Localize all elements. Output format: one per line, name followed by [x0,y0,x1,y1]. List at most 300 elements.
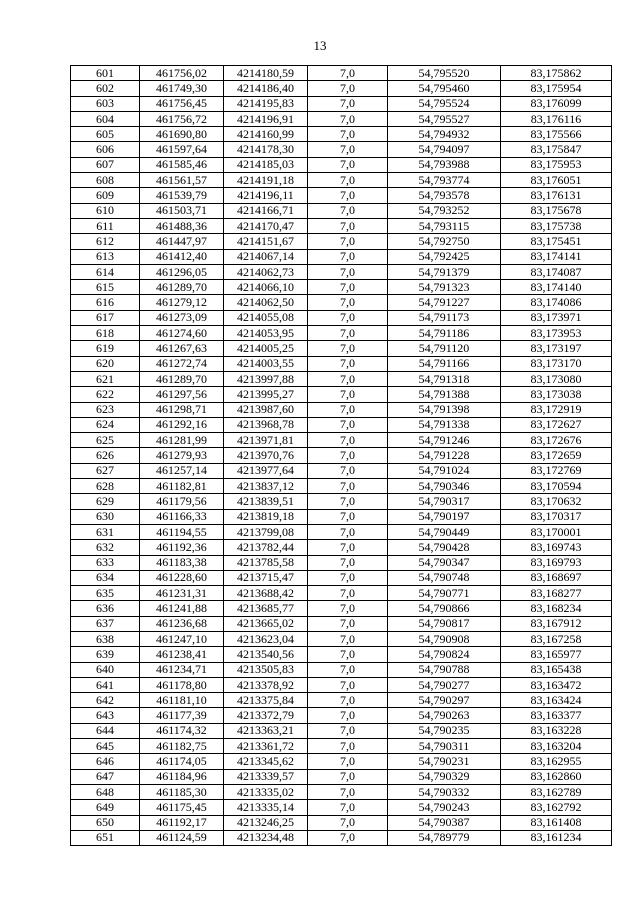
table-row [71,173,612,188]
latitude-cell: 54,790197 [388,509,501,524]
y-coordinate-cell: 4214062,50 [224,295,308,310]
value-cell: 7,0 [308,586,388,601]
point-number-cell: 629 [71,494,140,509]
longitude-cell: 83,175566 [501,127,612,142]
value-cell: 7,0 [308,234,388,249]
table-row [71,784,612,799]
value-cell: 7,0 [308,723,388,738]
latitude-cell: 54,793774 [388,173,501,188]
coordinates-table-body [71,66,612,846]
longitude-cell: 83,170632 [501,494,612,509]
point-number-cell: 639 [71,647,140,662]
point-number-cell: 605 [71,127,140,142]
point-number-cell: 651 [71,830,140,845]
value-cell: 7,0 [308,249,388,264]
x-coordinate-cell: 461281,99 [140,433,224,448]
y-coordinate-cell: 4214166,71 [224,203,308,218]
y-coordinate-cell: 4213997,88 [224,371,308,386]
latitude-cell: 54,791246 [388,433,501,448]
y-coordinate-cell: 4214053,95 [224,326,308,341]
table-row [71,616,612,631]
table-row [71,371,612,386]
point-number-cell: 613 [71,249,140,264]
longitude-cell: 83,167912 [501,616,612,631]
x-coordinate-cell: 461124,59 [140,830,224,845]
point-number-cell: 614 [71,264,140,279]
point-number-cell: 619 [71,341,140,356]
y-coordinate-cell: 4214195,83 [224,96,308,111]
y-coordinate-cell: 4214180,59 [224,66,308,81]
x-coordinate-cell: 461181,10 [140,693,224,708]
y-coordinate-cell: 4213968,78 [224,417,308,432]
longitude-cell: 83,172659 [501,448,612,463]
y-coordinate-cell: 4213378,92 [224,677,308,692]
point-number-cell: 632 [71,540,140,555]
latitude-cell: 54,791398 [388,402,501,417]
table-row [71,310,612,325]
value-cell: 7,0 [308,739,388,754]
latitude-cell: 54,791024 [388,463,501,478]
x-coordinate-cell: 461412,40 [140,249,224,264]
table-row [71,66,612,81]
x-coordinate-cell: 461192,36 [140,540,224,555]
longitude-cell: 83,175678 [501,203,612,218]
y-coordinate-cell: 4213375,84 [224,693,308,708]
longitude-cell: 83,174141 [501,249,612,264]
point-number-cell: 626 [71,448,140,463]
longitude-cell: 83,163228 [501,723,612,738]
x-coordinate-cell: 461257,14 [140,463,224,478]
y-coordinate-cell: 4213987,60 [224,402,308,417]
value-cell: 7,0 [308,693,388,708]
point-number-cell: 646 [71,754,140,769]
latitude-cell: 54,790866 [388,601,501,616]
longitude-cell: 83,163204 [501,739,612,754]
point-number-cell: 604 [71,111,140,126]
latitude-cell: 54,790771 [388,586,501,601]
x-coordinate-cell: 461561,57 [140,173,224,188]
point-number-cell: 649 [71,800,140,815]
y-coordinate-cell: 4214151,67 [224,234,308,249]
latitude-cell: 54,790243 [388,800,501,815]
value-cell: 7,0 [308,264,388,279]
latitude-cell: 54,794932 [388,127,501,142]
longitude-cell: 83,175738 [501,218,612,233]
value-cell: 7,0 [308,784,388,799]
longitude-cell: 83,161408 [501,815,612,830]
table-row [71,188,612,203]
table-row [71,433,612,448]
y-coordinate-cell: 4213361,72 [224,739,308,754]
table-row [71,800,612,815]
latitude-cell: 54,790263 [388,708,501,723]
latitude-cell: 54,791120 [388,341,501,356]
x-coordinate-cell: 461539,79 [140,188,224,203]
y-coordinate-cell: 4214160,99 [224,127,308,142]
point-number-cell: 603 [71,96,140,111]
table-row [71,693,612,708]
x-coordinate-cell: 461756,02 [140,66,224,81]
longitude-cell: 83,168277 [501,586,612,601]
point-number-cell: 650 [71,815,140,830]
value-cell: 7,0 [308,142,388,157]
value-cell: 7,0 [308,800,388,815]
y-coordinate-cell: 4214196,91 [224,111,308,126]
table-row [71,479,612,494]
x-coordinate-cell: 461597,64 [140,142,224,157]
table-row [71,631,612,646]
longitude-cell: 83,162860 [501,769,612,784]
table-row [71,815,612,830]
table-row [71,601,612,616]
x-coordinate-cell: 461447,97 [140,234,224,249]
x-coordinate-cell: 461182,81 [140,479,224,494]
latitude-cell: 54,793115 [388,218,501,233]
value-cell: 7,0 [308,127,388,142]
longitude-cell: 83,175953 [501,157,612,172]
longitude-cell: 83,173953 [501,326,612,341]
value-cell: 7,0 [308,417,388,432]
x-coordinate-cell: 461488,36 [140,218,224,233]
latitude-cell: 54,795524 [388,96,501,111]
latitude-cell: 54,793988 [388,157,501,172]
page-number: 13 [313,38,327,53]
latitude-cell: 54,791318 [388,371,501,386]
y-coordinate-cell: 4213819,18 [224,509,308,524]
x-coordinate-cell: 461296,05 [140,264,224,279]
x-coordinate-cell: 461185,30 [140,784,224,799]
y-coordinate-cell: 4213785,58 [224,555,308,570]
x-coordinate-cell: 461192,17 [140,815,224,830]
latitude-cell: 54,795527 [388,111,501,126]
value-cell: 7,0 [308,463,388,478]
table-row [71,417,612,432]
value-cell: 7,0 [308,509,388,524]
latitude-cell: 54,790297 [388,693,501,708]
point-number-cell: 635 [71,586,140,601]
value-cell: 7,0 [308,616,388,631]
x-coordinate-cell: 461194,55 [140,524,224,539]
latitude-cell: 54,791227 [388,295,501,310]
point-number-cell: 623 [71,402,140,417]
x-coordinate-cell: 461297,56 [140,387,224,402]
y-coordinate-cell: 4214170,47 [224,218,308,233]
value-cell: 7,0 [308,815,388,830]
point-number-cell: 601 [71,66,140,81]
x-coordinate-cell: 461236,68 [140,616,224,631]
x-coordinate-cell: 461298,71 [140,402,224,417]
table-row [71,387,612,402]
x-coordinate-cell: 461231,31 [140,586,224,601]
point-number-cell: 643 [71,708,140,723]
latitude-cell: 54,790449 [388,524,501,539]
point-number-cell: 636 [71,601,140,616]
y-coordinate-cell: 4213995,27 [224,387,308,402]
latitude-cell: 54,790332 [388,784,501,799]
x-coordinate-cell: 461182,75 [140,739,224,754]
longitude-cell: 83,162955 [501,754,612,769]
table-row [71,494,612,509]
table-row [71,264,612,279]
latitude-cell: 54,793578 [388,188,501,203]
point-number-cell: 610 [71,203,140,218]
y-coordinate-cell: 4213345,62 [224,754,308,769]
table-row [71,295,612,310]
x-coordinate-cell: 461174,05 [140,754,224,769]
y-coordinate-cell: 4213665,02 [224,616,308,631]
y-coordinate-cell: 4214055,08 [224,310,308,325]
longitude-cell: 83,174086 [501,295,612,310]
value-cell: 7,0 [308,66,388,81]
longitude-cell: 83,174140 [501,280,612,295]
table-row [71,463,612,478]
value-cell: 7,0 [308,402,388,417]
point-number-cell: 622 [71,387,140,402]
table-row [71,830,612,845]
x-coordinate-cell: 461289,70 [140,280,224,295]
point-number-cell: 617 [71,310,140,325]
point-number-cell: 645 [71,739,140,754]
y-coordinate-cell: 4213715,47 [224,570,308,585]
y-coordinate-cell: 4214067,14 [224,249,308,264]
longitude-cell: 83,176099 [501,96,612,111]
point-number-cell: 631 [71,524,140,539]
x-coordinate-cell: 461503,71 [140,203,224,218]
longitude-cell: 83,168697 [501,570,612,585]
y-coordinate-cell: 4213799,08 [224,524,308,539]
point-number-cell: 637 [71,616,140,631]
value-cell: 7,0 [308,631,388,646]
value-cell: 7,0 [308,96,388,111]
latitude-cell: 54,790231 [388,754,501,769]
latitude-cell: 54,791323 [388,280,501,295]
latitude-cell: 54,794097 [388,142,501,157]
y-coordinate-cell: 4213540,56 [224,647,308,662]
latitude-cell: 54,790428 [388,540,501,555]
value-cell: 7,0 [308,371,388,386]
table-row [71,586,612,601]
point-number-cell: 641 [71,677,140,692]
longitude-cell: 83,163377 [501,708,612,723]
point-number-cell: 620 [71,356,140,371]
point-number-cell: 628 [71,479,140,494]
table-row [71,677,612,692]
table-row [71,203,612,218]
latitude-cell: 54,790824 [388,647,501,662]
y-coordinate-cell: 4213977,64 [224,463,308,478]
longitude-cell: 83,172769 [501,463,612,478]
latitude-cell: 54,793252 [388,203,501,218]
y-coordinate-cell: 4214186,40 [224,81,308,96]
longitude-cell: 83,170317 [501,509,612,524]
y-coordinate-cell: 4213335,14 [224,800,308,815]
value-cell: 7,0 [308,188,388,203]
value-cell: 7,0 [308,524,388,539]
table-row [71,555,612,570]
longitude-cell: 83,176131 [501,188,612,203]
longitude-cell: 83,165977 [501,647,612,662]
table-row [71,81,612,96]
point-number-cell: 625 [71,433,140,448]
y-coordinate-cell: 4213372,79 [224,708,308,723]
point-number-cell: 616 [71,295,140,310]
table-row [71,234,612,249]
y-coordinate-cell: 4214196,11 [224,188,308,203]
latitude-cell: 54,790329 [388,769,501,784]
y-coordinate-cell: 4213685,77 [224,601,308,616]
value-cell: 7,0 [308,387,388,402]
table-row [71,662,612,677]
value-cell: 7,0 [308,601,388,616]
y-coordinate-cell: 4213837,12 [224,479,308,494]
longitude-cell: 83,173197 [501,341,612,356]
table-row [71,96,612,111]
table-row [71,326,612,341]
y-coordinate-cell: 4213970,76 [224,448,308,463]
value-cell: 7,0 [308,356,388,371]
value-cell: 7,0 [308,769,388,784]
latitude-cell: 54,790311 [388,739,501,754]
table-row [71,739,612,754]
longitude-cell: 83,172676 [501,433,612,448]
latitude-cell: 54,792750 [388,234,501,249]
value-cell: 7,0 [308,830,388,845]
longitude-cell: 83,169743 [501,540,612,555]
longitude-cell: 83,176116 [501,111,612,126]
table-row [71,540,612,555]
x-coordinate-cell: 461272,74 [140,356,224,371]
value-cell: 7,0 [308,326,388,341]
longitude-cell: 83,173038 [501,387,612,402]
point-number-cell: 630 [71,509,140,524]
x-coordinate-cell: 461178,80 [140,677,224,692]
y-coordinate-cell: 4213839,51 [224,494,308,509]
value-cell: 7,0 [308,540,388,555]
point-number-cell: 633 [71,555,140,570]
y-coordinate-cell: 4214003,55 [224,356,308,371]
longitude-cell: 83,175862 [501,66,612,81]
table-row [71,754,612,769]
value-cell: 7,0 [308,81,388,96]
point-number-cell: 624 [71,417,140,432]
table-row [71,218,612,233]
longitude-cell: 83,162789 [501,784,612,799]
x-coordinate-cell: 461166,33 [140,509,224,524]
y-coordinate-cell: 4214066,10 [224,280,308,295]
longitude-cell: 83,175451 [501,234,612,249]
point-number-cell: 608 [71,173,140,188]
point-number-cell: 647 [71,769,140,784]
value-cell: 7,0 [308,203,388,218]
value-cell: 7,0 [308,295,388,310]
y-coordinate-cell: 4214185,03 [224,157,308,172]
x-coordinate-cell: 461179,56 [140,494,224,509]
point-number-cell: 606 [71,142,140,157]
table-row [71,356,612,371]
latitude-cell: 54,789779 [388,830,501,845]
latitude-cell: 54,791186 [388,326,501,341]
point-number-cell: 642 [71,693,140,708]
longitude-cell: 83,173971 [501,310,612,325]
table-row [71,769,612,784]
point-number-cell: 621 [71,371,140,386]
y-coordinate-cell: 4213363,21 [224,723,308,738]
latitude-cell: 54,791379 [388,264,501,279]
longitude-cell: 83,169793 [501,555,612,570]
x-coordinate-cell: 461241,88 [140,601,224,616]
point-number-cell: 615 [71,280,140,295]
longitude-cell: 83,165438 [501,662,612,677]
longitude-cell: 83,170001 [501,524,612,539]
y-coordinate-cell: 4214178,30 [224,142,308,157]
value-cell: 7,0 [308,555,388,570]
latitude-cell: 54,791173 [388,310,501,325]
x-coordinate-cell: 461585,46 [140,157,224,172]
value-cell: 7,0 [308,708,388,723]
x-coordinate-cell: 461749,30 [140,81,224,96]
x-coordinate-cell: 461279,93 [140,448,224,463]
latitude-cell: 54,791338 [388,417,501,432]
x-coordinate-cell: 461183,38 [140,555,224,570]
x-coordinate-cell: 461756,45 [140,96,224,111]
y-coordinate-cell: 4213246,25 [224,815,308,830]
table-row [71,157,612,172]
x-coordinate-cell: 461273,09 [140,310,224,325]
longitude-cell: 83,176051 [501,173,612,188]
point-number-cell: 607 [71,157,140,172]
longitude-cell: 83,163472 [501,677,612,692]
longitude-cell: 83,162792 [501,800,612,815]
value-cell: 7,0 [308,570,388,585]
latitude-cell: 54,790788 [388,662,501,677]
longitude-cell: 83,168234 [501,601,612,616]
value-cell: 7,0 [308,754,388,769]
y-coordinate-cell: 4213505,83 [224,662,308,677]
table-row [71,142,612,157]
table-row [71,341,612,356]
table-row [71,570,612,585]
latitude-cell: 54,790317 [388,494,501,509]
y-coordinate-cell: 4214191,18 [224,173,308,188]
table-row [71,723,612,738]
x-coordinate-cell: 461175,45 [140,800,224,815]
latitude-cell: 54,791166 [388,356,501,371]
value-cell: 7,0 [308,479,388,494]
table-row [71,524,612,539]
table-row [71,448,612,463]
value-cell: 7,0 [308,310,388,325]
point-number-cell: 648 [71,784,140,799]
value-cell: 7,0 [308,280,388,295]
x-coordinate-cell: 461756,72 [140,111,224,126]
longitude-cell: 83,161234 [501,830,612,845]
x-coordinate-cell: 461228,60 [140,570,224,585]
x-coordinate-cell: 461292,16 [140,417,224,432]
value-cell: 7,0 [308,647,388,662]
point-number-cell: 627 [71,463,140,478]
point-number-cell: 618 [71,326,140,341]
longitude-cell: 83,170594 [501,479,612,494]
table-row [71,111,612,126]
table-row [71,402,612,417]
longitude-cell: 83,167258 [501,631,612,646]
latitude-cell: 54,791388 [388,387,501,402]
value-cell: 7,0 [308,173,388,188]
point-number-cell: 638 [71,631,140,646]
y-coordinate-cell: 4213623,04 [224,631,308,646]
y-coordinate-cell: 4213234,48 [224,830,308,845]
y-coordinate-cell: 4214005,25 [224,341,308,356]
